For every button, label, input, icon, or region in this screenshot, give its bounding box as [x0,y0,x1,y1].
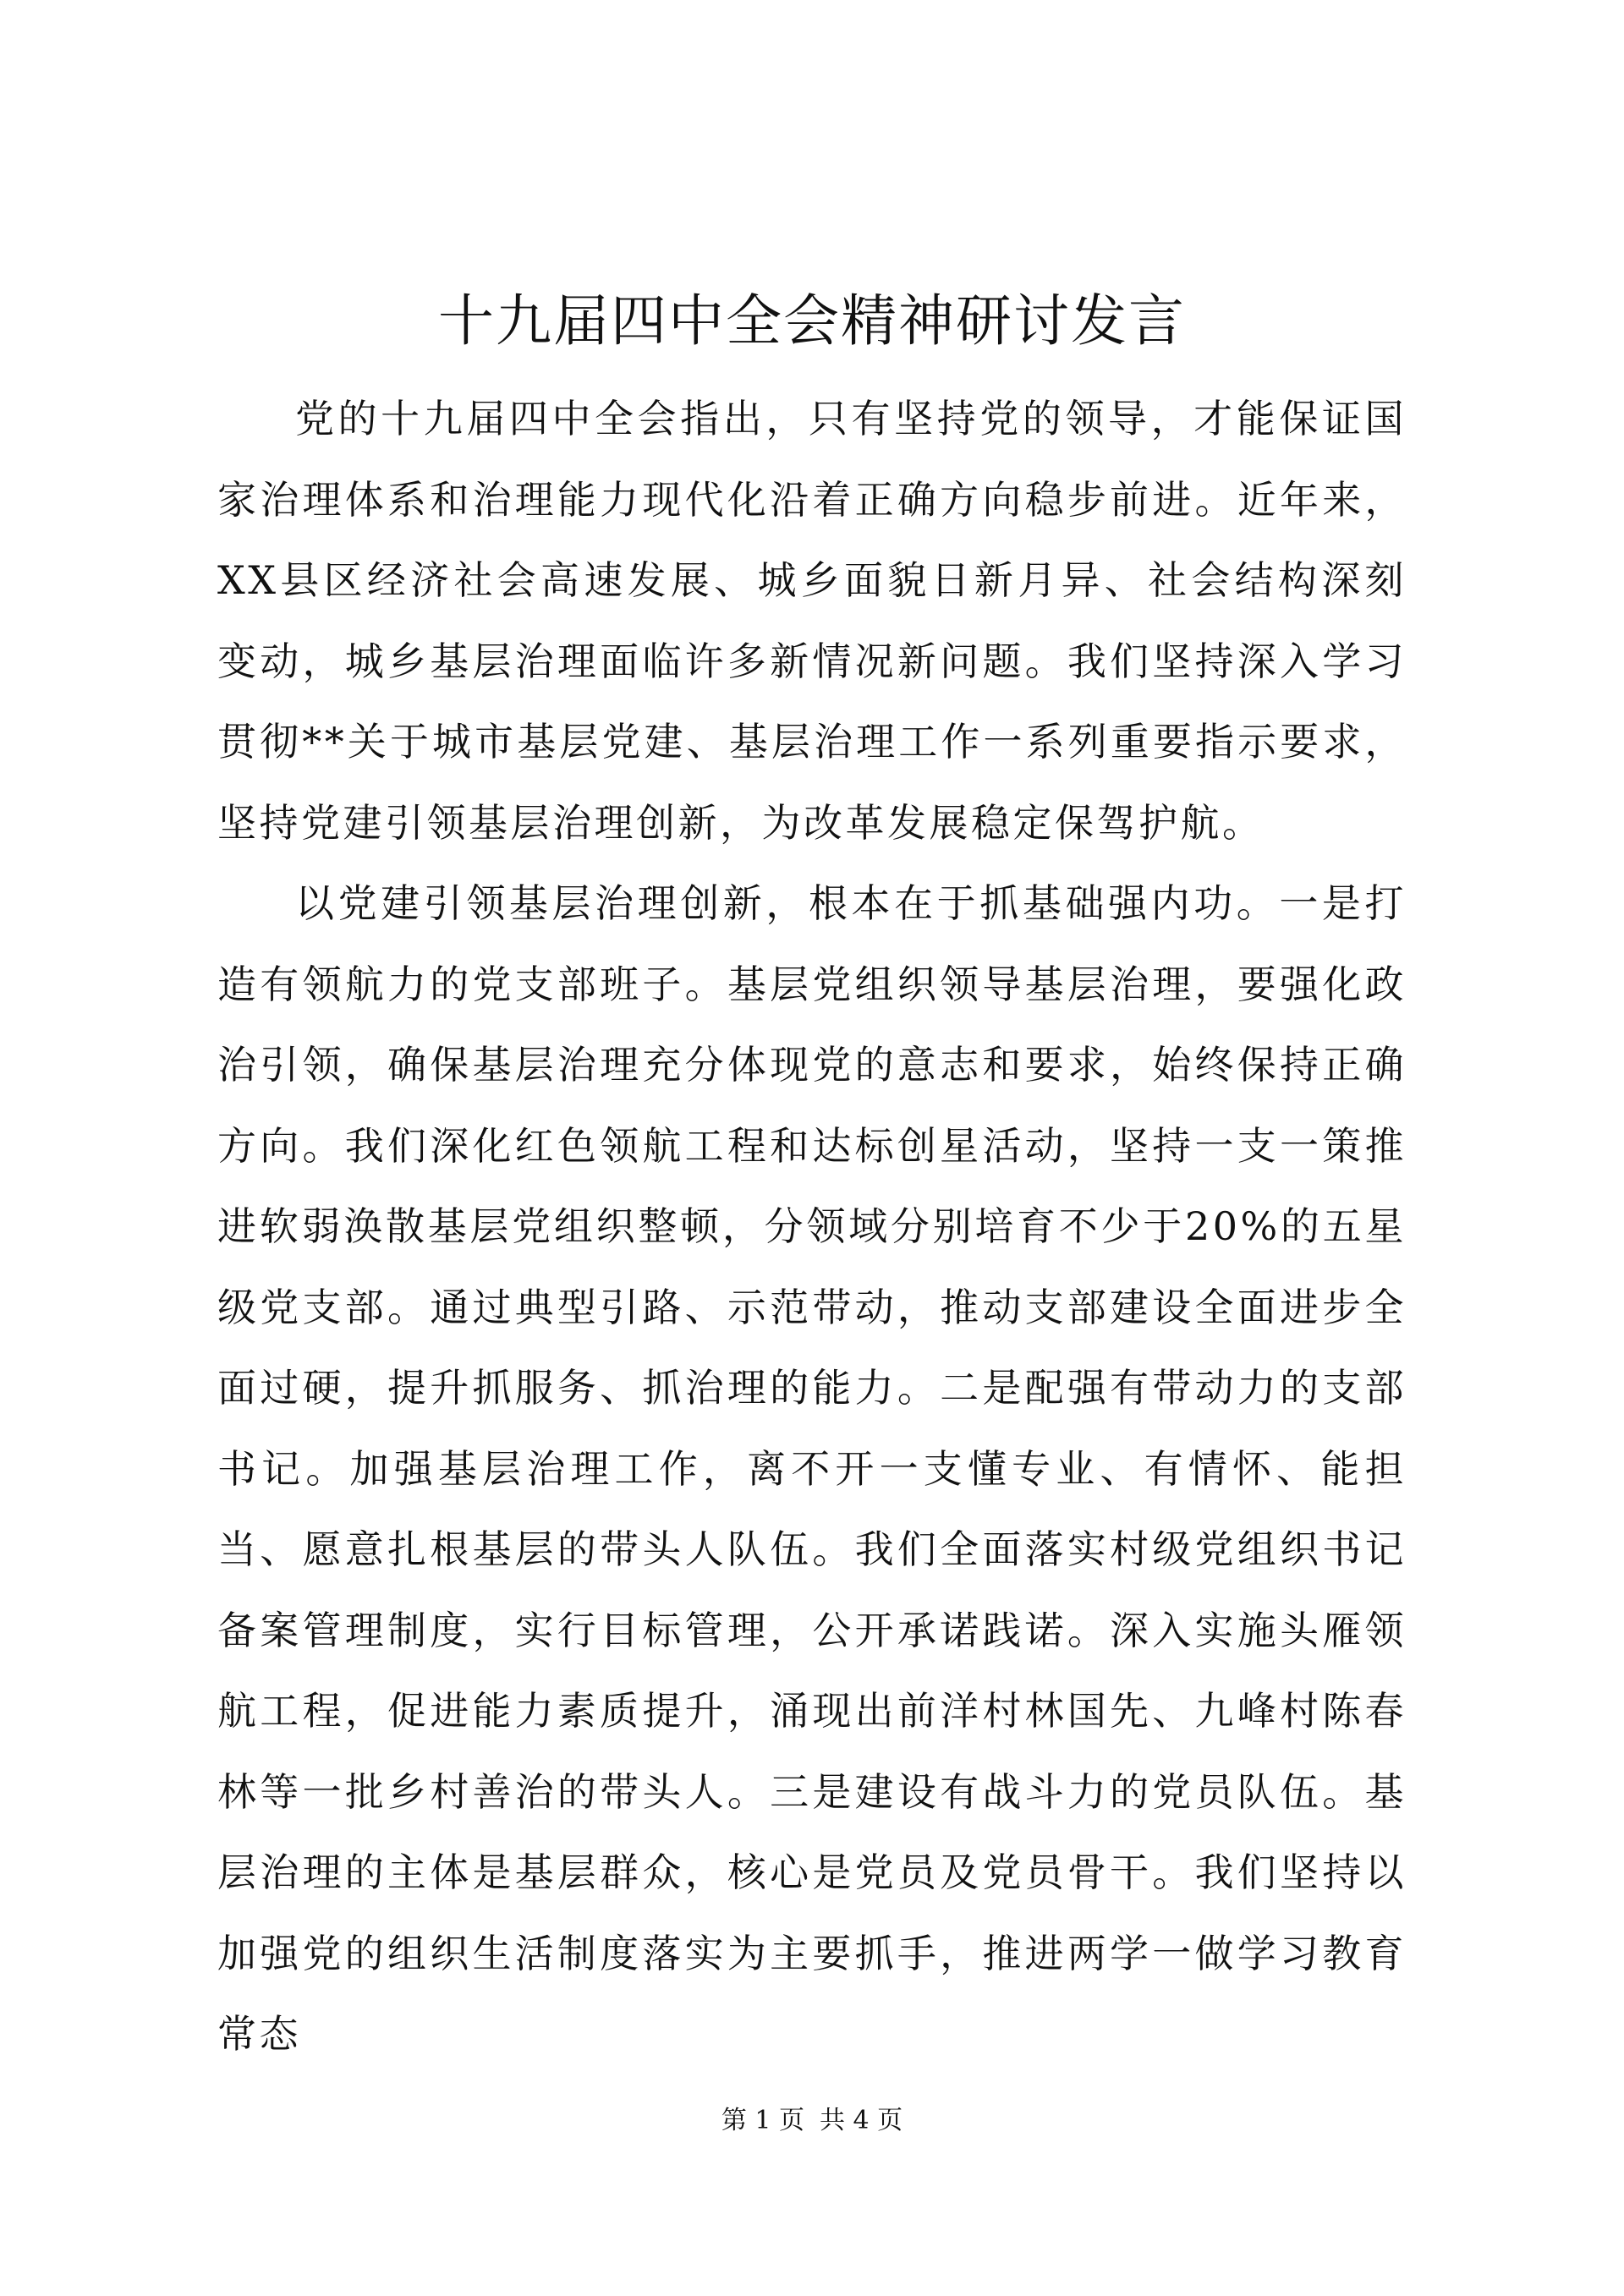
document-title: 十九届四中全会精神研讨发言 [438,288,1186,353]
page-total: 共 4 页 [820,2106,903,2135]
paragraph-main: 以党建引领基层治理创新，根本在于抓基础强内功。一是打造有领航力的党支部班子。基层党组织领导基层治理，要强化政治引领，确保基层治理充分体现党的意志和要求，始终保持正确方向。我们深化红色领航工程和达标创星活动，坚持一支一策推进软弱涣散基层党组织整顿，分领域分别培育不少于20%的五星级党支部。通过典型引路、示范带动，推动支部建设全面进步全面过硬，提升抓服务、抓治理的能力。二是配强有带动力的支部书记。加强基层治理工作，离不开一支懂专业、有情怀、能担当、愿意扎根基层的带头人队伍。我们全面落实村级党组织书记备案管理制度，实行目标管理，公开承诺践诺。深入实施头雁领航工程，促进能力素质提升，涌现出前洋村林国先、九峰村陈春林等一批乡村善治的带头人。三是建设有战斗力的党员队伍。基层治理的主体是基层群众，核心是党员及党员骨干。我们坚持以加强党的组织生活制度落实为主要抓手，推进两学一做学习教育常态 [217,880,1407,2057]
paragraph-intro: 党的十九届四中全会指出，只有坚持党的领导，才能保证国家治理体系和治理能力现代化沿着正确方向稳步前进。近年来，XX县区经济社会高速发展、城乡面貌日新月异、社会结构深刻变动，城乡基层治理面临许多新情况新问题。我们坚持深入学习贯彻**关于城市基层党建、基层治理工作一系列重要指示要求，坚持党建引领基层治理创新，为改革发展稳定保驾护航。 [217,396,1407,846]
page-number: 第 1 页 [721,2106,804,2135]
page-footer [0,2104,1624,2138]
document-body [217,379,1407,2075]
